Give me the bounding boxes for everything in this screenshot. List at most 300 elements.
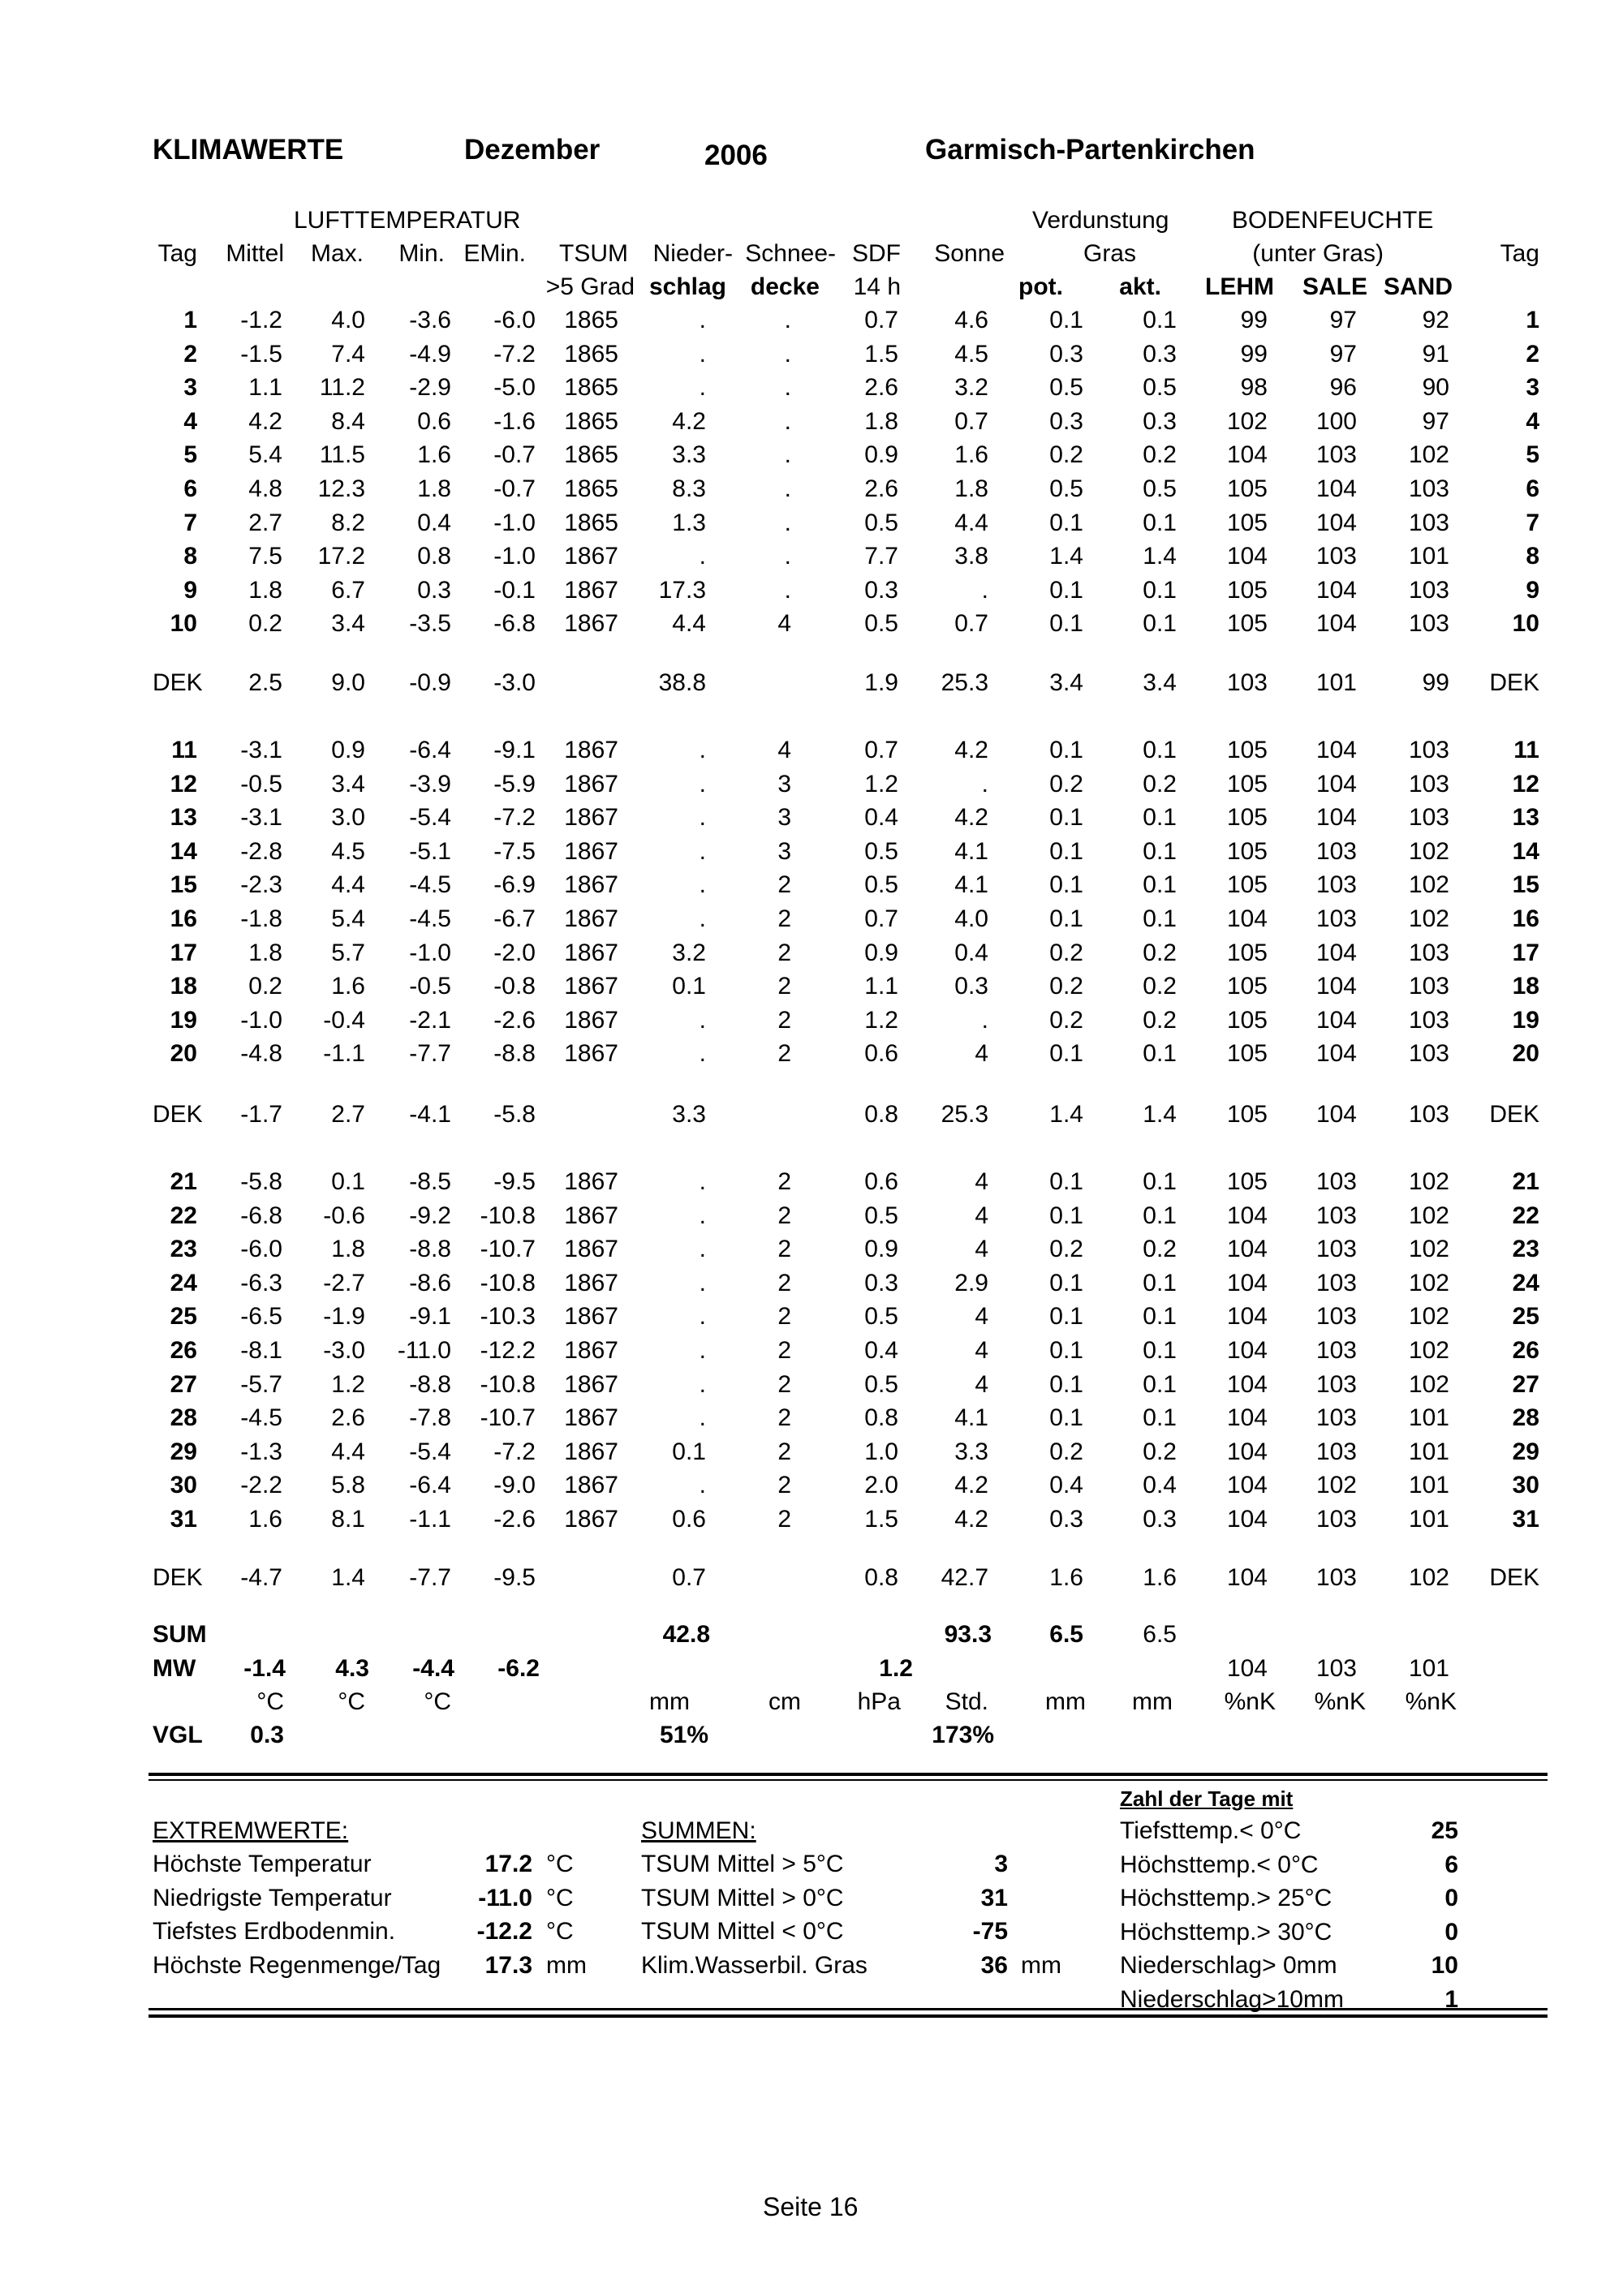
table-row-verd-akt: 0.1 <box>1143 1404 1177 1431</box>
table-row-tag: 20 <box>170 1040 197 1067</box>
table-row-min: -3.9 <box>409 771 451 798</box>
table-row-emin: -5.0 <box>493 374 536 401</box>
vgl-row-mittel: 0.3 <box>250 1722 284 1748</box>
table-row-niederschlag: . <box>699 1202 706 1229</box>
col-subheader-0: >5 Grad <box>545 273 635 300</box>
table-row-mittel: -1.0 <box>240 1007 282 1034</box>
table-row-sdf: 0.7 <box>864 737 898 763</box>
table-row-tag-right: 24 <box>1512 1270 1539 1296</box>
table-row-sand: 92 <box>1422 307 1449 333</box>
table-row-mittel: 1.8 <box>248 939 282 966</box>
table-row-sale: 103 <box>1315 543 1357 570</box>
table-row-max: 12.3 <box>317 475 365 502</box>
table-row-sale: 103 <box>1315 1506 1357 1533</box>
tage-value: 0 <box>1444 1885 1458 1911</box>
table-row-sale: 103 <box>1315 1337 1357 1364</box>
table-row-niederschlag: 3.2 <box>672 939 706 966</box>
table-row-sonne: 1.8 <box>954 475 988 502</box>
table-row-max: -2.7 <box>323 1270 365 1296</box>
table-row-sdf: 0.7 <box>864 307 898 333</box>
units-row-mittel: °C <box>256 1688 284 1715</box>
table-row-tag-right: 30 <box>1512 1472 1539 1498</box>
dek-row-min: -0.9 <box>409 669 451 696</box>
tage-label: Tiefsttemp.< 0°C <box>1120 1817 1302 1844</box>
table-row-sdf: 0.5 <box>864 1303 898 1330</box>
table-row-verd-pot: 0.1 <box>1049 610 1083 637</box>
table-row-emin: -9.1 <box>493 737 536 763</box>
table-row-sdf: 0.3 <box>864 1270 898 1296</box>
table-row-verd-akt: 0.4 <box>1143 1472 1177 1498</box>
table-row-sand: 90 <box>1422 374 1449 401</box>
table-row-verd-akt: 0.5 <box>1143 475 1177 502</box>
table-row-sonne: 4.2 <box>954 1506 988 1533</box>
table-row-tag-right: 21 <box>1512 1168 1539 1195</box>
table-row-verd-akt: 0.2 <box>1143 1007 1177 1034</box>
table-row-schneedecke: 2 <box>777 905 791 932</box>
table-row-min: -6.4 <box>409 1472 451 1498</box>
extremwerte-heading: EXTREMWERTE: <box>153 1817 349 1844</box>
table-row-sand: 103 <box>1408 771 1449 798</box>
dek-row-verd-pot: 1.6 <box>1049 1564 1083 1591</box>
dek-row-tag-right: DEK <box>1489 1101 1539 1128</box>
table-row-tag: 28 <box>170 1404 197 1431</box>
units-row-sonne: Std. <box>945 1688 988 1715</box>
table-row-mittel: -6.5 <box>240 1303 282 1330</box>
table-row-tag: 7 <box>183 510 197 536</box>
table-row-schneedecke: 2 <box>777 1337 791 1364</box>
table-row-tsum: 1867 <box>564 1337 618 1364</box>
table-row-sdf: 1.2 <box>864 1007 898 1034</box>
table-row-max: 4.0 <box>331 307 365 333</box>
table-row-tsum: 1865 <box>564 475 618 502</box>
table-row-sonne: 3.8 <box>954 543 988 570</box>
table-row-lehm: 105 <box>1226 771 1268 798</box>
table-row-niederschlag: . <box>699 543 706 570</box>
table-row-verd-akt: 0.1 <box>1143 1040 1177 1067</box>
divider-top-thin <box>149 1779 1548 1781</box>
table-row-schneedecke: 2 <box>777 973 791 1000</box>
table-row-lehm: 104 <box>1226 1472 1268 1498</box>
table-row-emin: -6.7 <box>493 905 536 932</box>
table-row-niederschlag: . <box>699 905 706 932</box>
table-row-sand: 103 <box>1408 1040 1449 1067</box>
table-row-max: 5.4 <box>331 905 365 932</box>
table-row-sdf: 0.5 <box>864 871 898 898</box>
table-row-lehm: 105 <box>1226 610 1268 637</box>
table-row-sdf: 0.6 <box>864 1168 898 1195</box>
table-row-min: 0.6 <box>417 408 451 435</box>
table-row-lehm: 105 <box>1226 804 1268 831</box>
table-row-niederschlag: . <box>699 737 706 763</box>
table-row-mittel: -6.3 <box>240 1270 282 1296</box>
table-row-sonne: 2.9 <box>954 1270 988 1296</box>
table-row-max: 6.7 <box>331 577 365 604</box>
table-row-min: -5.4 <box>409 804 451 831</box>
table-row-sale: 103 <box>1315 1168 1357 1195</box>
col-subheader-6: LEHM <box>1205 273 1274 300</box>
table-row-min: -2.9 <box>409 374 451 401</box>
table-row-mittel: -2.8 <box>240 838 282 865</box>
table-row-sonne: 0.7 <box>954 408 988 435</box>
table-row-max: 4.4 <box>331 1438 365 1465</box>
table-row-sonne: 4.1 <box>954 871 988 898</box>
table-row-mittel: -1.3 <box>240 1438 282 1465</box>
tage-value: 0 <box>1444 1918 1458 1946</box>
dek-row-lehm: 103 <box>1226 669 1268 696</box>
table-row-verd-akt: 0.3 <box>1143 408 1177 435</box>
table-row-tag: 15 <box>170 871 197 898</box>
mw-row-max: 4.3 <box>335 1655 369 1682</box>
table-row-lehm: 104 <box>1226 1202 1268 1229</box>
table-row-verd-akt: 0.1 <box>1143 1303 1177 1330</box>
table-row-sdf: 1.1 <box>864 973 898 1000</box>
table-row-sdf: 0.4 <box>864 804 898 831</box>
table-row-sand: 102 <box>1408 1270 1449 1296</box>
table-row-sand: 101 <box>1408 1404 1449 1431</box>
table-row-verd-akt: 0.2 <box>1143 441 1177 468</box>
table-row-sdf: 2.6 <box>864 374 898 401</box>
table-row-tag-right: 14 <box>1512 838 1539 865</box>
table-row-min: -2.1 <box>409 1007 451 1034</box>
table-row-verd-akt: 0.1 <box>1143 307 1177 333</box>
units-row-min: °C <box>424 1688 451 1715</box>
dek-row-sonne: 25.3 <box>941 1101 988 1128</box>
table-row-mittel: 2.7 <box>248 510 282 536</box>
table-row-verd-pot: 0.4 <box>1049 1472 1083 1498</box>
table-row-verd-pot: 0.1 <box>1049 804 1083 831</box>
table-row-tsum: 1867 <box>564 1236 618 1262</box>
table-row-sonne: 4 <box>975 1168 988 1195</box>
table-row-tag-right: 25 <box>1512 1303 1539 1330</box>
summen-unit: mm <box>1021 1951 1061 1979</box>
table-row-min: 0.4 <box>417 510 451 536</box>
dek-row-sonne: 42.7 <box>941 1564 988 1591</box>
table-row-mittel: -1.8 <box>240 905 282 932</box>
table-row-sand: 102 <box>1408 871 1449 898</box>
group-bodenfeuchte: BODENFEUCHTE <box>1232 207 1434 234</box>
extremwert-label: Höchste Temperatur <box>153 1851 372 1877</box>
dek-row-verd-akt: 1.6 <box>1143 1564 1177 1591</box>
extremwert-unit: mm <box>546 1951 587 1979</box>
table-row-verd-pot: 0.3 <box>1049 341 1083 368</box>
table-row-verd-pot: 0.1 <box>1049 838 1083 865</box>
vgl-row-niederschlag: 51% <box>659 1722 708 1748</box>
table-row-mittel: -3.1 <box>240 804 282 831</box>
table-row-tsum: 1867 <box>564 1202 618 1229</box>
table-row-min: -9.1 <box>409 1303 451 1330</box>
extremwert-unit: °C <box>546 1851 574 1877</box>
table-row-sdf: 0.9 <box>864 939 898 966</box>
table-row-sdf: 0.5 <box>864 610 898 637</box>
table-row-tag: 24 <box>170 1270 197 1296</box>
sum-row-niederschlag: 42.8 <box>662 1621 710 1648</box>
table-row-lehm: 105 <box>1226 939 1268 966</box>
table-row-sonne: 4.1 <box>954 1404 988 1431</box>
table-row-tag: 25 <box>170 1303 197 1330</box>
table-row-sdf: 0.5 <box>864 1202 898 1229</box>
tage-value: 10 <box>1431 1952 1458 1979</box>
table-row-schneedecke: 2 <box>777 1007 791 1034</box>
table-row-min: 1.6 <box>417 441 451 468</box>
table-row-lehm: 104 <box>1226 1337 1268 1364</box>
table-row-tsum: 1867 <box>564 1472 618 1498</box>
group-verdunstung: Verdunstung <box>1032 207 1169 234</box>
table-row-sand: 103 <box>1408 577 1449 604</box>
table-row-sale: 103 <box>1315 1303 1357 1330</box>
table-row-emin: -10.8 <box>480 1202 536 1229</box>
table-row-sonne: 0.7 <box>954 610 988 637</box>
col-subheader-8: SAND <box>1383 273 1453 300</box>
table-row-tag-right: 10 <box>1512 610 1539 637</box>
table-row-max: 1.6 <box>331 973 365 1000</box>
table-row-verd-akt: 0.1 <box>1143 577 1177 604</box>
table-row-niederschlag: . <box>699 341 706 368</box>
table-row-min: -6.4 <box>409 737 451 763</box>
table-row-tag: 10 <box>170 610 197 637</box>
table-row-sand: 103 <box>1408 610 1449 637</box>
table-row-tsum: 1865 <box>564 374 618 401</box>
table-row-tag-right: 1 <box>1526 307 1539 333</box>
table-row-tag-right: 22 <box>1512 1202 1539 1229</box>
table-row-max: -0.4 <box>323 1007 365 1034</box>
table-row-tag: 18 <box>170 973 197 1000</box>
table-row-tsum: 1867 <box>564 838 618 865</box>
table-row-lehm: 105 <box>1226 1168 1268 1195</box>
sum-row-label: SUM <box>153 1621 207 1648</box>
table-row-verd-pot: 0.2 <box>1049 973 1083 1000</box>
table-row-sale: 103 <box>1315 441 1357 468</box>
dek-row-max: 1.4 <box>331 1564 365 1591</box>
table-row-tag: 11 <box>171 737 197 763</box>
table-row-schneedecke: . <box>784 510 791 536</box>
table-row-min: -3.6 <box>409 307 451 333</box>
table-row-verd-pot: 0.1 <box>1049 1404 1083 1431</box>
table-row-sand: 101 <box>1408 543 1449 570</box>
summen-value: 31 <box>980 1884 1008 1911</box>
table-row-schneedecke: 2 <box>777 1202 791 1229</box>
table-row-sand: 91 <box>1422 341 1449 368</box>
table-row-verd-pot: 0.2 <box>1049 771 1083 798</box>
tage-value: 25 <box>1431 1817 1458 1844</box>
table-row-sale: 104 <box>1315 610 1357 637</box>
table-row-verd-akt: 0.1 <box>1143 737 1177 763</box>
table-row-sale: 103 <box>1315 838 1357 865</box>
table-row-sale: 97 <box>1329 341 1357 368</box>
table-row-min: -8.8 <box>409 1371 451 1398</box>
dek-row-verd-pot: 1.4 <box>1049 1101 1083 1128</box>
table-row-verd-akt: 0.1 <box>1143 1168 1177 1195</box>
table-row-schneedecke: 3 <box>777 771 791 798</box>
extremwert-value: -11.0 <box>478 1884 532 1911</box>
table-row-tag-right: 11 <box>1513 737 1539 763</box>
table-row-sand: 102 <box>1408 838 1449 865</box>
table-row-niederschlag: . <box>699 1337 706 1364</box>
table-row-min: 0.8 <box>417 543 451 570</box>
table-row-emin: -7.2 <box>493 804 536 831</box>
table-row-tag-right: 6 <box>1526 475 1539 502</box>
table-row-verd-akt: 0.1 <box>1143 1270 1177 1296</box>
table-row-niederschlag: . <box>699 1303 706 1330</box>
table-row-verd-pot: 0.5 <box>1049 374 1083 401</box>
table-row-schneedecke: 2 <box>777 1472 791 1498</box>
table-row-max: -3.0 <box>323 1337 365 1364</box>
table-row-sonne: 4.0 <box>954 905 988 932</box>
dek-row-sdf: 0.8 <box>864 1564 898 1591</box>
table-row-min: -1.0 <box>409 939 451 966</box>
table-row-sand: 101 <box>1408 1472 1449 1498</box>
table-row-tsum: 1867 <box>564 804 618 831</box>
table-row-sdf: 0.9 <box>864 441 898 468</box>
extremwert-label: Höchste Regenmenge/Tag <box>153 1951 441 1979</box>
group-lufttemperatur: LUFTTEMPERATUR <box>294 207 521 234</box>
table-row-min: 1.8 <box>417 475 451 502</box>
table-row-sale: 103 <box>1315 1202 1357 1229</box>
table-row-schneedecke: 3 <box>777 838 791 865</box>
units-row-lehm: %nK <box>1224 1688 1276 1715</box>
table-row-tag: 9 <box>183 577 197 604</box>
table-row-niederschlag: . <box>699 307 706 333</box>
vgl-row-sonne: 173% <box>932 1722 994 1748</box>
table-row-lehm: 104 <box>1226 1438 1268 1465</box>
table-row-emin: -10.7 <box>480 1404 536 1431</box>
table-row-sale: 104 <box>1315 510 1357 536</box>
table-row-niederschlag: 4.2 <box>672 408 706 435</box>
table-row-sonne: 4.5 <box>954 341 988 368</box>
table-row-mittel: -5.8 <box>240 1168 282 1195</box>
table-row-sonne: . <box>981 1007 988 1034</box>
table-row-sonne: 4.6 <box>954 307 988 333</box>
mw-row-lehm: 104 <box>1226 1655 1268 1682</box>
table-row-schneedecke: . <box>784 577 791 604</box>
table-row-sand: 103 <box>1408 804 1449 831</box>
dek-row-mittel: -1.7 <box>240 1101 282 1128</box>
table-row-tag: 26 <box>170 1337 197 1364</box>
table-row-verd-pot: 0.3 <box>1049 1506 1083 1533</box>
table-row-sale: 104 <box>1315 771 1357 798</box>
table-row-sale: 103 <box>1315 1404 1357 1431</box>
table-row-sale: 104 <box>1315 737 1357 763</box>
table-row-lehm: 105 <box>1226 510 1268 536</box>
report-year: 2006 <box>704 140 768 171</box>
table-row-schneedecke: . <box>784 374 791 401</box>
dek-row-lehm: 105 <box>1226 1101 1268 1128</box>
table-row-tag: 3 <box>183 374 197 401</box>
tage-label: Höchsttemp.> 25°C <box>1120 1885 1332 1911</box>
extremwert-unit: °C <box>546 1918 574 1945</box>
table-row-sand: 102 <box>1408 905 1449 932</box>
table-row-max: 7.4 <box>331 341 365 368</box>
mw-row-mittel: -1.4 <box>243 1655 286 1682</box>
table-row-sdf: 0.6 <box>864 1040 898 1067</box>
table-row-schneedecke: 2 <box>777 939 791 966</box>
dek-row-label: DEK <box>153 1564 203 1591</box>
table-row-verd-akt: 0.1 <box>1143 871 1177 898</box>
dek-row-sale: 101 <box>1315 669 1357 696</box>
table-row-verd-akt: 0.1 <box>1143 610 1177 637</box>
mw-row-min: -4.4 <box>412 1655 454 1682</box>
table-row-sdf: 0.5 <box>864 1371 898 1398</box>
table-row-niederschlag: . <box>699 1404 706 1431</box>
table-row-sand: 103 <box>1408 737 1449 763</box>
table-row-mittel: 0.2 <box>248 610 282 637</box>
table-row-tag: 29 <box>170 1438 197 1465</box>
table-row-max: 17.2 <box>317 543 365 570</box>
dek-row-emin: -5.8 <box>493 1101 536 1128</box>
dek-row-sdf: 0.8 <box>864 1101 898 1128</box>
table-row-schneedecke: 2 <box>777 1438 791 1465</box>
extremwert-label: Tiefstes Erdbodenmin. <box>153 1918 396 1945</box>
table-row-verd-pot: 0.2 <box>1049 1236 1083 1262</box>
table-row-min: -7.7 <box>409 1040 451 1067</box>
table-row-niederschlag: 0.1 <box>672 973 706 1000</box>
table-row-schneedecke: . <box>784 341 791 368</box>
table-row-tsum: 1867 <box>564 1438 618 1465</box>
table-row-niederschlag: 0.1 <box>672 1438 706 1465</box>
table-row-tag-right: 28 <box>1512 1404 1539 1431</box>
table-row-tag-right: 27 <box>1512 1371 1539 1398</box>
table-row-sonne: 4.2 <box>954 1472 988 1498</box>
table-row-lehm: 105 <box>1226 577 1268 604</box>
report-title: KLIMAWERTE <box>153 134 344 166</box>
table-row-lehm: 99 <box>1240 307 1268 333</box>
table-row-mittel: -1.2 <box>240 307 282 333</box>
table-row-tag: 5 <box>183 441 197 468</box>
table-row-min: -5.4 <box>409 1438 451 1465</box>
table-row-verd-akt: 0.3 <box>1143 341 1177 368</box>
dek-row-max: 2.7 <box>331 1101 365 1128</box>
table-row-emin: -0.1 <box>493 577 536 604</box>
table-row-verd-pot: 0.1 <box>1049 510 1083 536</box>
table-row-min: -8.5 <box>409 1168 451 1195</box>
table-row-verd-akt: 0.2 <box>1143 1236 1177 1262</box>
page-number: Seite 16 <box>763 2192 859 2221</box>
table-row-max: 2.6 <box>331 1404 365 1431</box>
dek-row-mittel: 2.5 <box>248 669 282 696</box>
units-row-niederschlag: mm <box>649 1688 690 1715</box>
table-row-sonne: 4 <box>975 1371 988 1398</box>
divider-top <box>149 1773 1548 1776</box>
table-row-tag: 30 <box>170 1472 197 1498</box>
table-row-max: 1.2 <box>331 1371 365 1398</box>
col-header-0: Tag <box>157 240 197 267</box>
col-header-1: Mittel <box>226 240 284 267</box>
table-row-min: -3.5 <box>409 610 451 637</box>
dek-row-tag-right: DEK <box>1489 1564 1539 1591</box>
table-row-tag-right: 4 <box>1526 408 1539 435</box>
col-subheader-4: pot. <box>1018 273 1063 300</box>
table-row-sale: 104 <box>1315 1007 1357 1034</box>
tage-label: Niederschlag>10mm <box>1120 1985 1344 2013</box>
table-row-verd-pot: 0.1 <box>1049 1303 1083 1330</box>
table-row-tag: 16 <box>170 905 197 932</box>
mw-row-sale: 103 <box>1315 1655 1357 1682</box>
table-row-schneedecke: . <box>784 543 791 570</box>
col-subheader-3: 14 h <box>853 273 901 300</box>
table-row-emin: -1.0 <box>493 510 536 536</box>
dek-row-min: -4.1 <box>409 1101 451 1128</box>
table-row-niederschlag: . <box>699 1270 706 1296</box>
table-row-tag: 13 <box>170 804 197 831</box>
table-row-niederschlag: . <box>699 771 706 798</box>
table-row-emin: -0.7 <box>493 475 536 502</box>
table-row-schneedecke: . <box>784 307 791 333</box>
table-row-mittel: 5.4 <box>248 441 282 468</box>
dek-row-mittel: -4.7 <box>240 1564 282 1591</box>
units-row-verd-pot: mm <box>1045 1688 1086 1715</box>
table-row-tag-right: 9 <box>1526 577 1539 604</box>
table-row-emin: -9.0 <box>493 1472 536 1498</box>
table-row-tsum: 1867 <box>564 973 618 1000</box>
